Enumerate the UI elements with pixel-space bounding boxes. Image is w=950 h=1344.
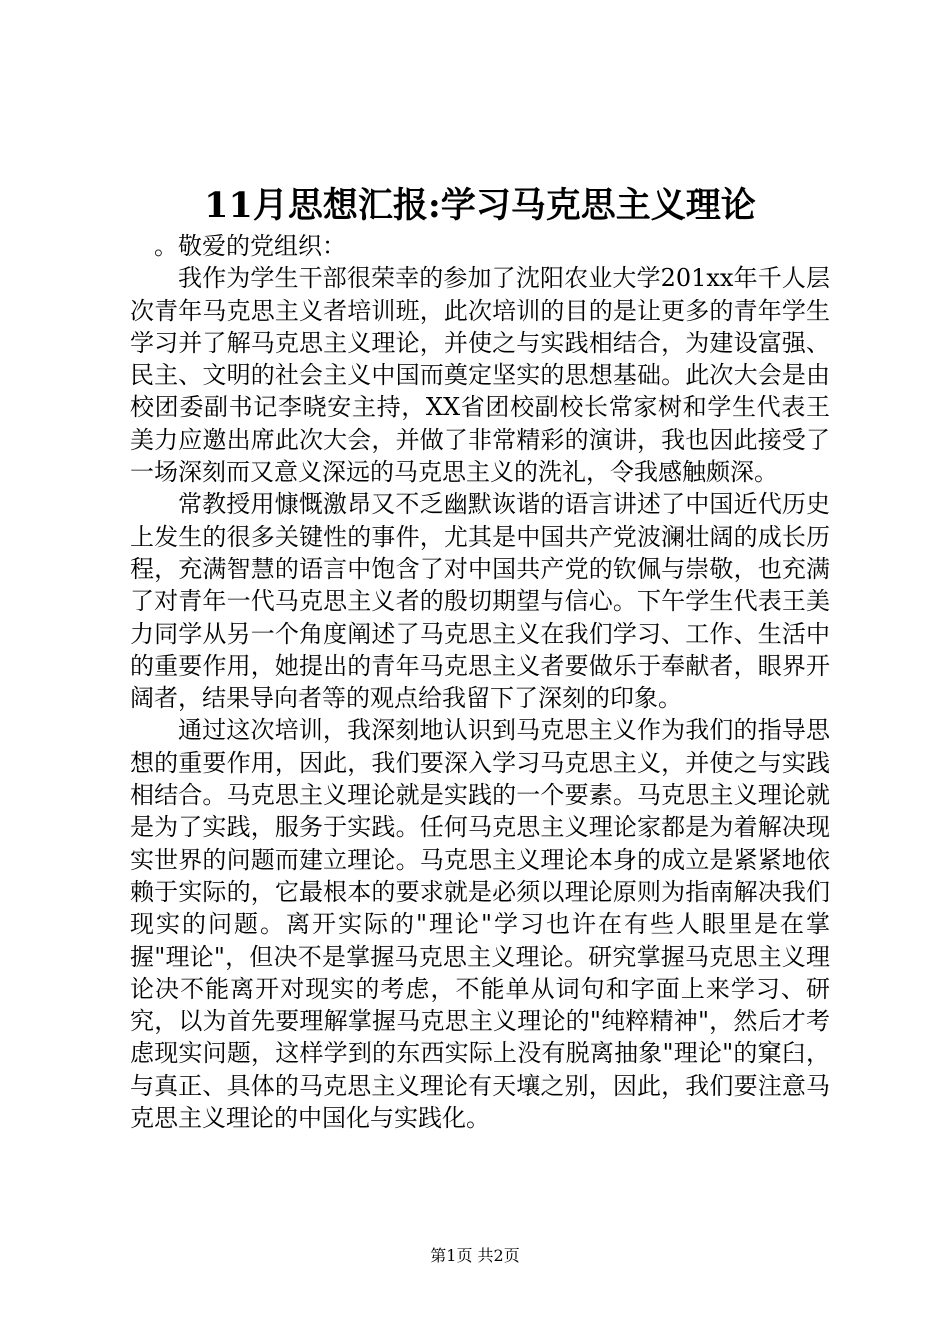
paragraph-2: 常教授用慷慨激昂又不乏幽默诙谐的语言讲述了中国近代历史上发生的很多关键性的事件，尤其是中国共产党波澜壮阔的成长历程，充满智慧的语言中饱含了对中国共产党的钦佩与崇敬，也充满了对青年一代马克思主义者的殷切期望与信心。下午学生代表王美力同学从另一个角度阐述了马克思主义在我们学习、工作、生活中的重要作用，她提出的青年马克思主义者要做乐于奉献者，眼界开阔者，结果导向者等的观点给我留下了深刻的印象。 [130, 490, 830, 713]
page-footer: 第1页 共2页 [430, 1246, 520, 1265]
paragraph-1: 我作为学生干部很荣幸的参加了沈阳农业大学201xx年千人层次青年马克思主义者培训班，此次培训的目的是让更多的青年学生学习并了解马克思主义理论，并使之与实践相结合，为建设富强、民主、文明的社会主义中国而奠定坚实的思想基础。此次大会是由校团委副书记李晓安主持，XX省团校副校长常家树和学生代表王美力应邀出席此次大会，并做了非常精彩的演讲，我也因此接受了一场深刻而又意义深远的马克思主义的洗礼，令我感触颇深。 [130, 264, 830, 487]
paragraph-3: 通过这次培训，我深刻地认识到马克思主义作为我们的指导思想的重要作用，因此，我们要深入学习马克思主义，并使之与实践相结合。马克思主义理论就是实践的一个要素。马克思主义理论就是为了实践，服务于实践。任何马克思主义理论家都是为着解决现实世界的问题而建立理论。马克思主义理论本身的成立是紧紧地依赖于实际的，它最根本的要求就是必须以理论原则为指南解决我们现实的问题。离开实际的"理论"学习也许在有些人眼里是在掌握"理论"，但决不是掌握马克思主义理论。研究掌握马克思主义理论决不能离开对现实的考虑，不能单从词句和字面上来学习、研究，以为首先要理解掌握马克思主义理论的"纯粹精神"，然后才考虑现实问题，这样学到的东西实际上没有脱离抽象"理论"的窠臼，与真正、具体的马克思主义理论有天壤之别，因此，我们要注意马克思主义理论的中国化与实践化。 [130, 716, 830, 1133]
document-title: 11月思想汇报:学习马克思主义理论 [204, 185, 756, 226]
salutation: 。敬爱的党组织： [154, 232, 346, 260]
document-body [130, 230, 830, 1134]
